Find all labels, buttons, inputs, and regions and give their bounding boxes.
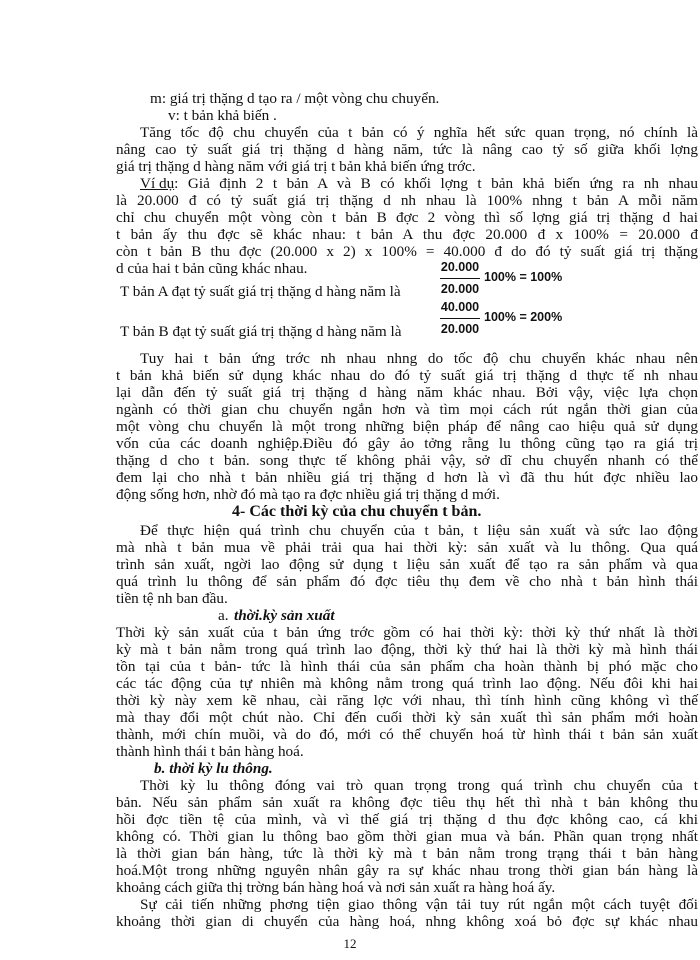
paragraph-line: quá trình lu thông để sản phẩm đó đợc tiêu thụ đem về cho nhà t bản hình thái <box>116 573 698 590</box>
paragraph-line: ngành có thời gian chu chuyển ngắn hơn và tìm mọi cách rút ngắn thời gian của <box>116 401 698 418</box>
formula-b-fraction <box>440 300 600 340</box>
formula-a-denominator: 20.000 <box>440 282 480 296</box>
paragraph-line: là 20.000 đ có tỷ suất giá trị thặng d nh nhau là 100% nhng t bản A mỗi năm <box>116 192 698 209</box>
subsection-b-title: b. thời kỳ lu thông. <box>154 760 273 777</box>
formula-b-text: T bản B đạt tỷ suất giá trị thặng d hàng năm là <box>120 323 402 340</box>
paragraph-line: đem lại cho nhà t bản nhiều giá trị thặng d hơn là vì đã thu hút đợc nhiều lao <box>116 469 698 486</box>
paragraph-line: không có. Thời gian lu thông bao gồm thời gian mua và bán. Phần quan trọng nhất <box>116 828 698 845</box>
formula-b-result: 100% = 200% <box>484 310 563 324</box>
paragraph-line: kỳ mà t bản nằm trong quá trình lao động, thời kỳ thứ hai là thời kỳ mà hình thái <box>116 641 698 658</box>
paragraph-line: một vòng chu chuyển là một trong những biện pháp để nâng cao hiệu quả sử dụng <box>116 418 698 435</box>
text-line-v-definition: v: t bản khả biến . <box>168 107 277 124</box>
paragraph-line: các tác động của tự nhiên mà không nằm trong quá trình lao động. Nếu đôi khi hai <box>116 675 698 692</box>
formula-a-result: 100% = 100% <box>484 270 563 284</box>
paragraph-line: vốn của các doanh nghiệp.Điều đó gây ảo tởng rằng lu thông cũng tạo ra giá trị <box>116 435 698 452</box>
paragraph-line: t bản ấy thu đợc sẽ khác nhau: t bản A thu đợc 20.000 đ x 100% = 20.000 đ <box>116 226 698 243</box>
formula-a-numerator: 20.000 <box>440 260 480 274</box>
paragraph-line: thành, mới chín muồi, và do đó, mới có thể chuyển hoá từ hình thái t bản sản xuất <box>116 726 698 743</box>
formula-a-text: T bản A đạt tỷ suất giá trị thặng d hàng năm là <box>120 283 401 300</box>
paragraph-line: khoảng cách giữa thị trờng bán hàng hoá và nơi sản xuất ra hàng hoá ấy. <box>116 879 556 896</box>
paragraph-line: thặng d cho t bản. song thực tế không phải vậy, sở dĩ chu chuyển nhanh có thể <box>116 452 698 469</box>
paragraph-line: Tăng tốc độ chu chuyển của t bản có ý nghĩa hết sức quan trọng, nó chính là <box>140 124 698 141</box>
paragraph-line: Để thực hiện quá trình chu chuyển của t bản, t liệu sản xuất và sức lao động <box>140 522 698 539</box>
paragraph-line: là thời gian bán hàng, tức là thời kỳ mà t bản nằm trong trạng thái t bản hàng <box>116 845 698 862</box>
paragraph-line: t bản khả biến sử dụng khác nhau do đó tỷ suất giá trị thặng d thực tế nh nhau <box>116 367 698 384</box>
paragraph-line: thời kỳ này xem kẽ nhau, cài răng lợc với nhau, thì tính hình cũng không vì thế <box>116 692 698 709</box>
paragraph-line: trình sản xuất, ngời lao động sử dụng t liệu sản xuất để tạo ra sản phẩm và qua <box>116 556 698 573</box>
page-number: 12 <box>343 936 357 951</box>
paragraph-line: còn t bản B thu đợc (20.000 x 2) x 100% = 40.000 đ do đó tỷ suất giá trị thặng <box>116 243 698 260</box>
paragraph-line: Thời kỳ sản xuất của t bản ứng trớc gồm có hai thời kỳ: thời kỳ thứ nhất là thời <box>116 624 698 641</box>
paragraph-line: mà thay đổi một chút nào. Chỉ đến cuối thời kỳ sản xuất thì sản phẩm mới hoàn <box>116 709 698 726</box>
formula-b-numerator: 40.000 <box>440 300 480 314</box>
paragraph-line: hoá.Một trong những nguyên nhân gây ra sự khác nhau trong thời gian bán hàng là <box>116 862 698 879</box>
formula-b-denominator: 20.000 <box>440 322 480 336</box>
paragraph-line: bản. Nếu sản phẩm sản xuất ra không đợc tiêu thụ hết thì nhà t bản không thu <box>116 794 698 811</box>
section-heading-4: 4- Các thời kỳ của chu chuyển t bản. <box>232 503 482 520</box>
paragraph-line: khoảng thời gian di chuyển của hàng hoá, nhng không xoá bỏ đợc sự khác nhau <box>116 913 698 930</box>
paragraph-line: động sống hơn, nhờ đó mà tạo ra đợc nhiều giá trị thặng d mới. <box>116 486 500 503</box>
subsection-a-title: thời.kỳ sản xuất <box>234 607 335 624</box>
paragraph-line: tồn tại của t bản- tức là hình thái của sản phẩm cha hoàn thành bị phó mặc cho <box>116 658 698 675</box>
paragraph-line: nâng cao tỷ suất giá trị thặng d hàng năm, tức là nâng cao tỷ số giữa khối lợng <box>116 141 698 158</box>
subsection-a-label: a. <box>218 607 229 624</box>
formula-a-fraction <box>440 260 600 300</box>
paragraph-line: Sự cải tiến những phơng tiện giao thông vận tải tuy rút ngắn một cách tuyệt đối <box>140 896 698 913</box>
paragraph-line: chỉ chu chuyển một vòng còn t bản B đợc 2 vòng thì số lợng giá trị thặng d hai <box>116 209 698 226</box>
text-line-m-definition: m: giá trị thặng d tạo ra / một vòng chu chuyển. <box>150 90 440 107</box>
fraction-bar <box>440 318 480 319</box>
paragraph-line: thành hình thái t bản hàng hoá. <box>116 743 304 760</box>
paragraph-line: Tuy hai t bản ứng trớc nh nhau nhng do tốc độ chu chuyển khác nhau nên <box>140 350 698 367</box>
paragraph-line: lại dẫn đến tỷ suất giá trị thặng d hàng năm khác nhau. Bởi vậy, việc lựa chọn <box>116 384 698 401</box>
paragraph-line: tiền tệ nh ban đầu. <box>116 590 228 607</box>
fraction-bar <box>440 278 480 279</box>
paragraph-line: Thời kỳ lu thông đóng vai trò quan trọng trong quá trình chu chuyển của t <box>140 777 698 794</box>
paragraph-line: giá trị thặng d hàng năm với giá trị t bản khả biến ứng trớc. <box>116 158 476 175</box>
example-first-line <box>140 175 698 193</box>
paragraph-line: d của hai t bản cũng khác nhau. <box>116 260 308 277</box>
example-text: : Giả định 2 t bản A và B có khối lợng t bản khả biến ứng ra nh nhau <box>174 175 698 192</box>
example-label: Ví dụ <box>140 175 175 192</box>
paragraph-line: hồi đợc tiền tệ của mình, và vì thế giá trị thặng d thu đợc không cao, cá khi <box>116 811 698 828</box>
paragraph-line: mà nhà t bản mua về phải trải qua hai thời kỳ: sản xuất và lu thông. Qua quá <box>116 539 698 556</box>
